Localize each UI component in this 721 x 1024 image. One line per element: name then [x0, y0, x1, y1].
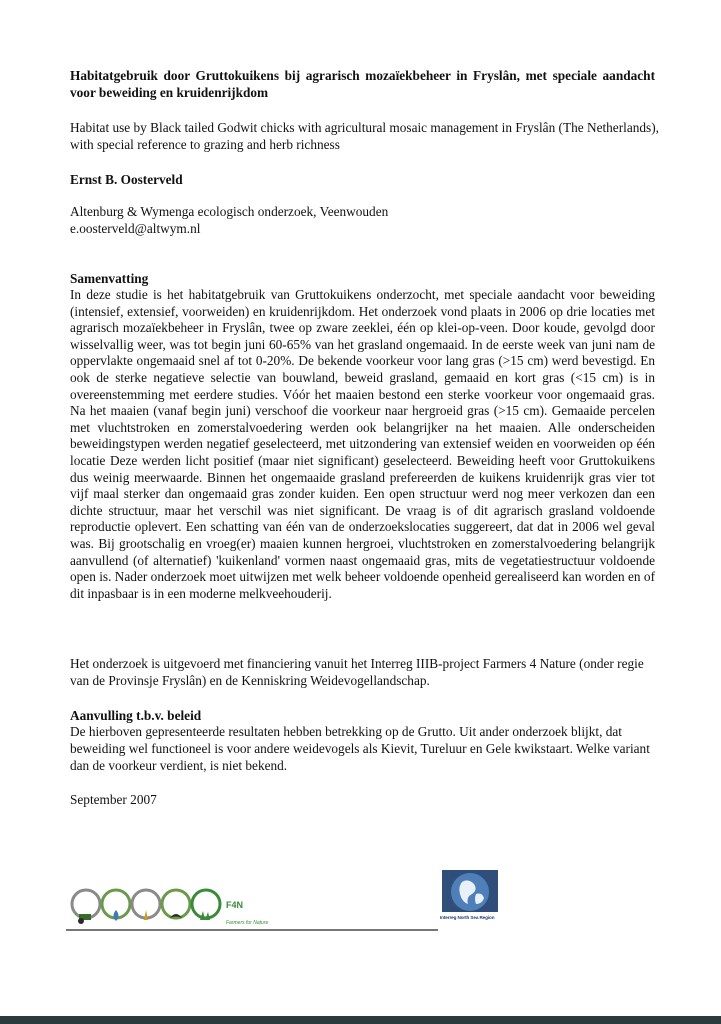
page-bottom-bar	[0, 1016, 721, 1024]
farmers-for-nature-logo	[66, 884, 442, 936]
globe-icon	[442, 870, 498, 912]
ring-5	[192, 890, 220, 918]
tractor-wheel-icon	[78, 918, 84, 924]
globe-box	[442, 870, 498, 912]
english-title: Habitat use by Black tailed Godwit chicks with agricultural mosaic management in Fryslân (The Netherlands), with special reference to grazing and herb richness	[70, 120, 659, 152]
grain-icon	[144, 910, 148, 920]
publication-date: September 2007	[70, 792, 157, 807]
affiliation: Altenburg & Wymenga ecologisch onderzoek, Veenwouden	[70, 204, 389, 219]
affiliation-block	[70, 204, 388, 237]
document-title: Habitatgebruik door Gruttokuikens bij agrarisch mozaïekbeheer in Fryslân, met speciale aandacht voor beweiding en kruidenrijkdom	[70, 68, 655, 100]
logo-initials: F4N	[226, 900, 244, 910]
author-email[interactable]: e.oosterveld@altwym.nl	[70, 220, 201, 236]
summary-heading: Samenvatting	[70, 271, 149, 286]
addition-heading: Aanvulling t.b.v. beleid	[70, 708, 202, 723]
ring-4	[162, 890, 190, 918]
logo-baseline	[66, 929, 438, 931]
author-name: Ernst B. Oosterveld	[70, 172, 183, 187]
interreg-caption: Interreg North Sea Region	[440, 915, 495, 920]
ring-1	[72, 890, 100, 918]
funding-paragraph: Het onderzoek is uitgevoerd met financiering vanuit het Interreg IIIB-project Farmers 4 Nature (onder regie van de Provinsje Fryslân) en de Kenniskring Weidevogellandschap.	[70, 656, 644, 688]
summary-paragraph: In deze studie is het habitatgebruik van Gruttokuikens onderzocht, met speciale aandacht voor beweiding (intensief, extensief, voorweiden) en kruidenrijkdom. Het onderzoek vond plaats in 2006 op drie locaties met agrarisch mozaïekbeheer in Fryslân, twee op zware zeeklei, één op klei-op-veen. Door koude, gevolgd door wisselvallig weer, was tot begin juni 60-65% van het grasland ongemaaid. In de eerste week van juni nam de oppervlakte ongemaaid snel af tot 0-20%. De bekende voorkeur voor lang gras (>15 cm) werd bevestigd. En ook de sterke negatieve selectie van bouwland, beweid grasland, gemaaid en kort gras (<15 cm) is in overeenstemming met eerdere studies. Vóór het maaien bestond een sterke voorkeur voor ongemaaid gras. Na het maaien (vanaf begin juni) verschoof die voorkeur naar hergroeid gras (>15 cm). Gemaaide percelen met vluchtstroken en zomerstalvoedering werden ook belangrijker na het maaien. Alle onderscheiden beweidingstypen werden negatief geselecteerd, met uitzondering van extensief weiden en voorweiden op één locatie Deze werden licht positief (maar niet significant) geselecteerd. Beweiding heeft voor Gruttokuikens dus weinig meerwaarde. Binnen het ongemaaide grasland prefereerden de kuikens kruidenrijk gras vier tot vijf maal sterker dan ongemaaid gras zonder kuiden. Een open structuur werd nog meer verkozen dan een dichte structuur, maar het verschil was niet significant. De vraag is of dit agrarisch grasland voldoende reproductie oplevert. Een schatting van één van de onderzoekslocaties suggereert, dat dat in 2006 wel geval was. Bij grootschalig en vroeg(er) maaien kunnen hergroei, vluchtstroken en zomerstalvoedering belangrijk aanvullend (of alternatief) 'kuikenland' vormen naast ongemaaid gras, mits de vegetatiestructuur voldoende open is. Nader onderzoek moet uitwijzen met welk beheer voldoende openheid gerealiseerd kan worden en of dit inpasbaar is in een moderne melkveehouderij.	[70, 287, 655, 601]
addition-paragraph: De hierboven gepresenteerde resultaten hebben betrekking op de Grutto. Uit ander onderzoek blijkt, dat beweiding wel functioneel is voor andere weidevogels als Kievit, Tureluur en Gele kwikstaart. Welke variant dan de voorkeur verdient, is niet bekend.	[70, 724, 650, 773]
interreg-logo	[440, 870, 502, 926]
logo-tagline: Farmers for Nature	[226, 920, 269, 926]
